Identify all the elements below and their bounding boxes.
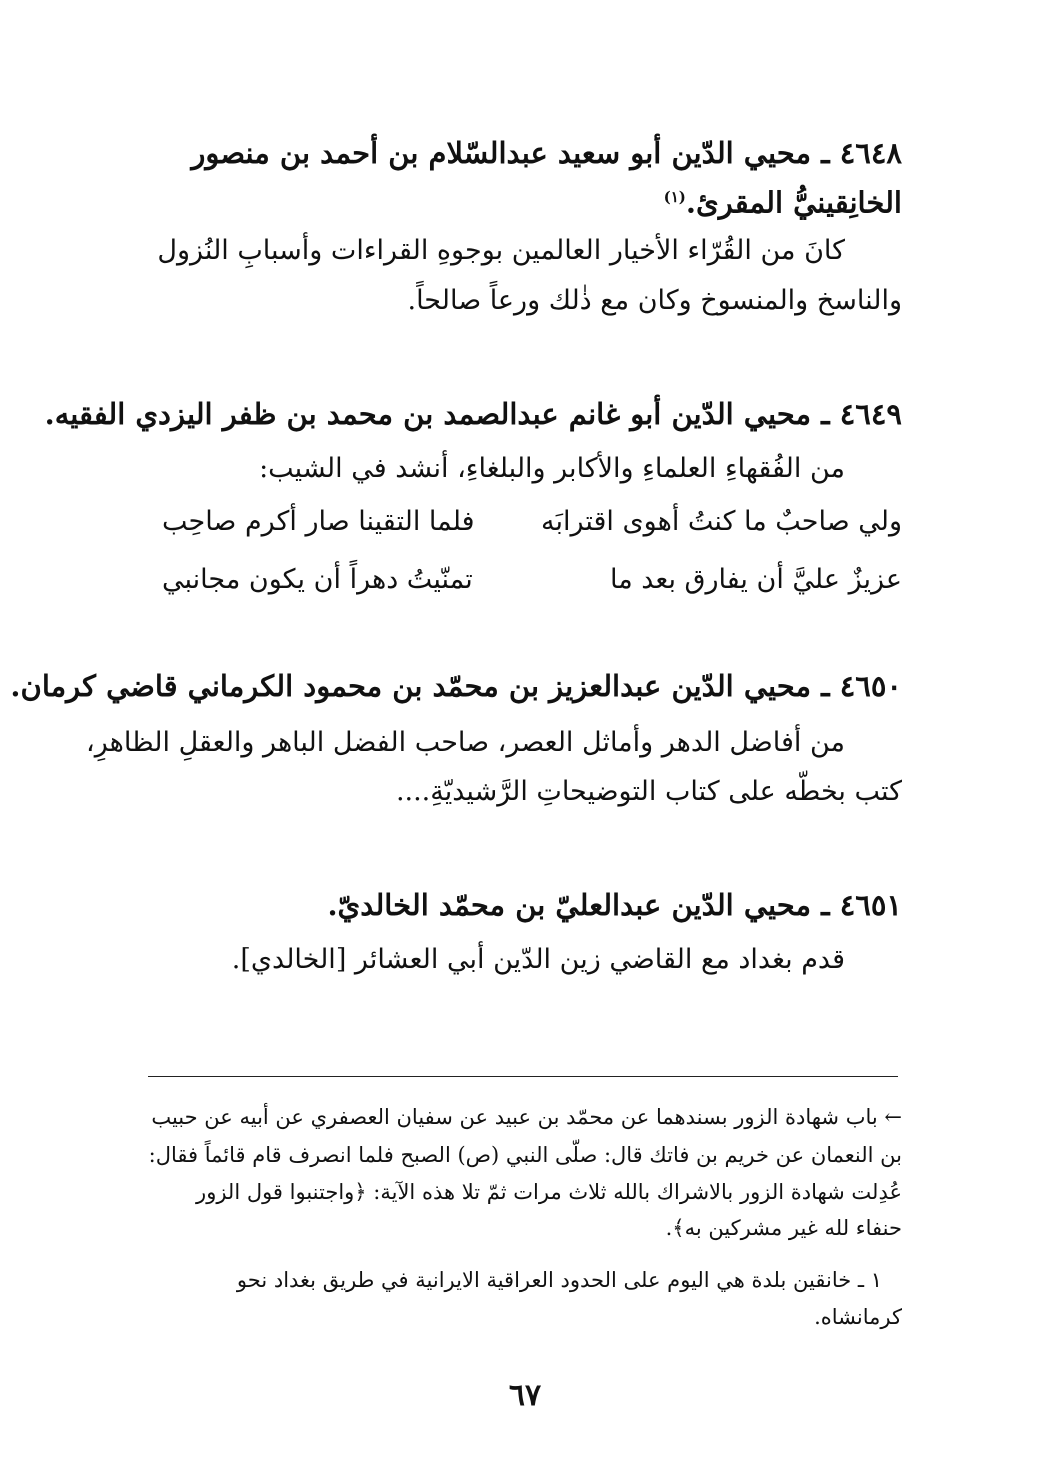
page-number: ٦٧ bbox=[508, 1378, 542, 1413]
verse-hemistich-first: عزيزٌ عليَّ أن يفارق بعد ما bbox=[609, 564, 902, 595]
entry-heading-4648 bbox=[142, 131, 902, 225]
entry-body-line: كتب بخطّه على كتاب التوضيحاتِ الرَّشيديّةِ.... bbox=[395, 776, 902, 807]
footnote-line: عُدِلت شهادة الزور بالاشراك بالله ثلاث مرات ثمّ تلا هذه الآية: ﴿واجتنبوا قول الزور bbox=[196, 1180, 902, 1204]
entry-body-line: والناسخ والمنسوخ وكان مع ذٰلك ورعاً صالحاً. bbox=[407, 285, 902, 316]
footnote-1-line: ١ ـ خانقين بلدة هي اليوم على الحدود العراقية الايرانية في طريق بغداد نحو bbox=[236, 1268, 882, 1292]
entry-body-line: من الفُقهاءِ العلماءِ والأكابر والبلغاءِ، أنشد في الشيب: bbox=[259, 453, 845, 484]
verse-hemistich-first: ولي صاحبٌ ما كنتُ أهوى اقترابَه bbox=[540, 506, 902, 537]
entry-heading-text: ٤٦٤٨ ـ محيي الدّين أبو سعيد عبدالسّلام بن أحمد بن منصور الخانِقينيُّ المقرئ. bbox=[191, 136, 902, 220]
footnote-line: حنفاء لله غير مشركين به﴾. bbox=[665, 1216, 902, 1240]
entry-body-line: من أفاضل الدهر وأماثل العصر، صاحب الفضل الباهر والعقلِ الظاهرِ، bbox=[86, 727, 845, 758]
entry-heading-4651: ٤٦٥١ ـ محيي الدّين عبدالعليّ بن محمّد الخالديّ. bbox=[327, 888, 902, 922]
footnote-1-line: كرمانشاه. bbox=[814, 1305, 902, 1329]
footnote-divider bbox=[148, 1076, 898, 1077]
verse-hemistich-second: فلما التقينا صار أكرم صاحِب bbox=[162, 506, 475, 537]
entry-body-line: كانَ من القُرّاء الأخيار العالمين بوجوهِ القراءات وأسبابِ النُزول bbox=[157, 235, 845, 266]
footnote-line: بن النعمان عن خريم بن فاتك قال: صلّى النبي (ص) الصبح فلما انصرف قام قائماً فقال: bbox=[148, 1143, 902, 1167]
footnote-line: ← باب شهادة الزور بسندهما عن محمّد بن عبيد عن سفيان العصفري عن أبيه عن حبيب bbox=[151, 1105, 902, 1129]
entry-heading-4650: ٤٦٥٠ ـ محيي الدّين عبدالعزيز بن محمّد بن محمود الكرماني قاضي كرمان. bbox=[10, 669, 902, 703]
footnote-reference: (١) bbox=[663, 188, 686, 206]
entry-body-line: قدم بغداد مع القاضي زين الدّين أبي العشائر [الخالدي]. bbox=[231, 944, 845, 975]
entry-heading-4649: ٤٦٤٩ ـ محيي الدّين أبو غانم عبدالصمد بن محمد بن ظفر اليزدي الفقيه. bbox=[44, 397, 902, 431]
verse-hemistich-second: تمنّيتُ دهراً أن يكون مجانبي bbox=[162, 564, 473, 595]
